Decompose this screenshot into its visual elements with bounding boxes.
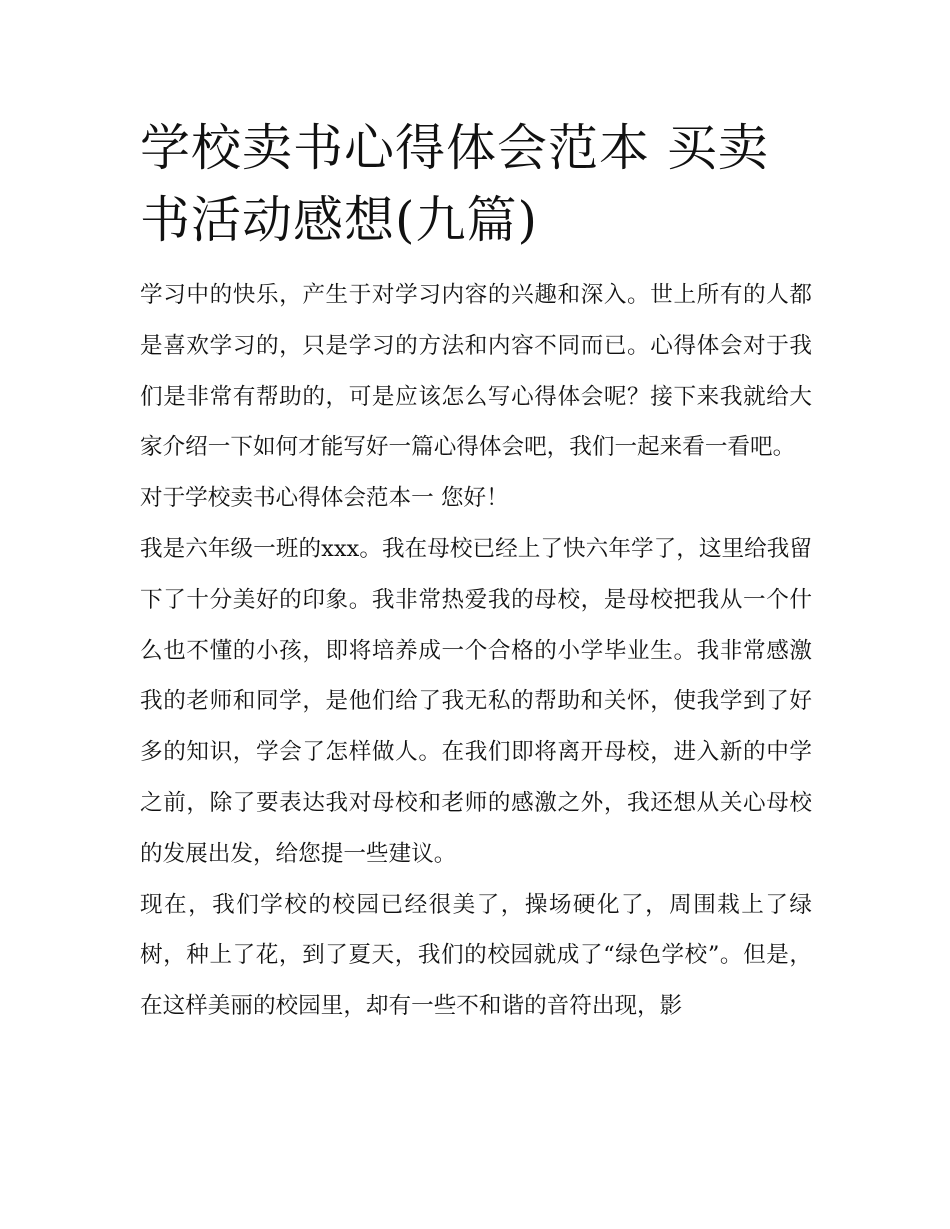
intro-paragraph: 学习中的快乐，产生于对学习内容的兴趣和深入。世上所有的人都是喜欢学习的，只是学习的方法和内容不同而已。心得体会对于我们是非常有帮助的，可是应该怎么写心得体会呢？接下来我就给大家介绍一下如何才能写好一篇心得体会吧，我们一起来看一看吧。 bbox=[140, 282, 812, 461]
body-paragraph: 现在，我们学校的校园已经很美了，操场硬化了，周围栽上了绿树，种上了花，到了夏天，我们的校园就成了“绿色学校”。但是，在这样美丽的校园里，却有一些不和谐的音符出现，影 bbox=[140, 891, 812, 1020]
section-heading-paragraph: 对于学校卖书心得体会范本一 您好！ bbox=[140, 485, 509, 512]
document-body bbox=[140, 270, 812, 1032]
document-content bbox=[140, 112, 812, 1032]
body-paragraph: 我是六年级一班的xxx。我在母校已经上了快六年学了，这里给我留下了十分美好的印象。我非常热爱我的母校，是母校把我从一个什么也不懂的小孩，即将培养成一个合格的小学毕业生。我非常感激我的老师和同学，是他们给了我无私的帮助和关怀，使我学到了好多的知识，学会了怎样做人。在我们即将离开母校，进入新的中学之前，除了要表达我对母校和老师的感激之外，我还想从关心母校的发展出发，给您提一些建议。 bbox=[140, 535, 812, 867]
document-title: 学校卖书心得体会范本 买卖书活动感想(九篇) bbox=[140, 119, 769, 249]
